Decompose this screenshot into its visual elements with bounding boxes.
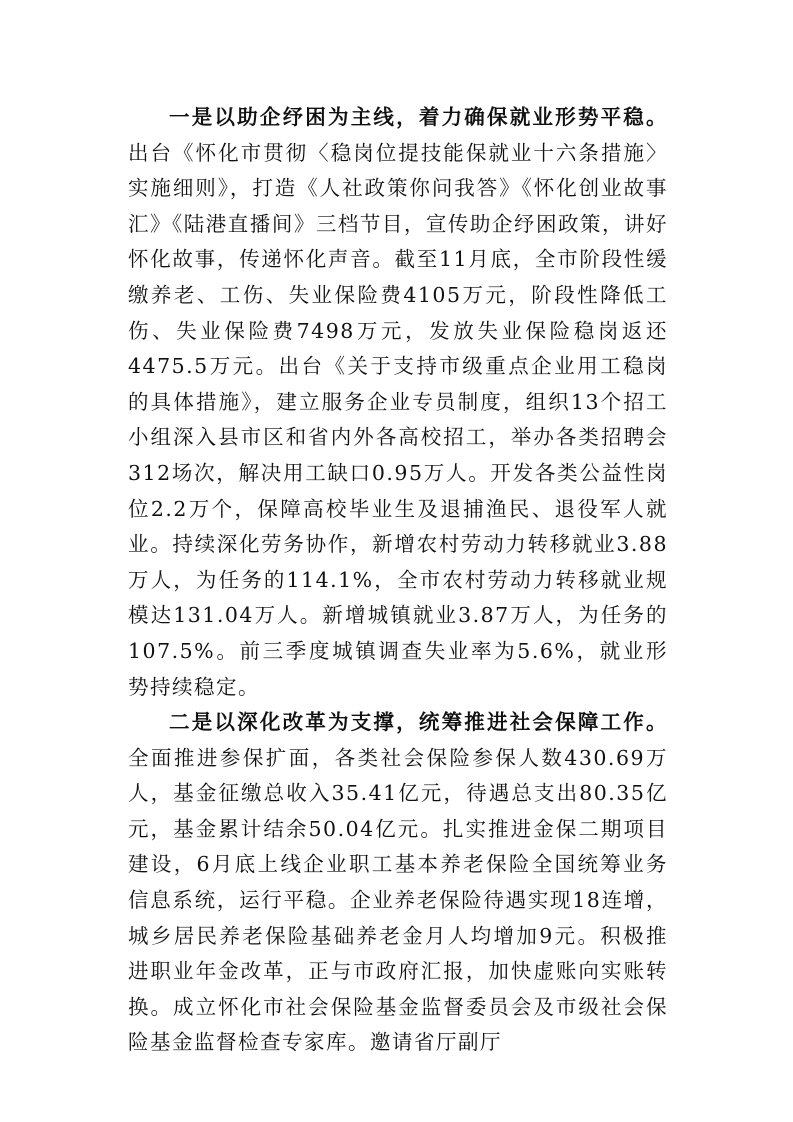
paragraph-employment [128, 100, 668, 705]
document-page [128, 100, 668, 1061]
paragraph-lead: 二是以深化改革为支撑，统筹推进社会保障工作。 [169, 710, 668, 735]
paragraph-body: 全面推进参保扩面，各类社会保险参保人数430.69万人，基金征缴总收入35.41亿元，待遇总支出80.35亿元，基金累计结余50.04亿元。扎实推进金保二期项目建设，6月底上线企业职工基本养老保险全国统筹业务信息系统，运行平稳。企业养老保险待遇实现18连增，城乡居民养老保险基础养老金月人均增加9元。积极推进职业年金改革，正与市政府汇报，加快虚账向实账转换。成立怀化市社会保险基金监督委员会及市级社会保险基金监督检查专家库。邀请省厅副厅 [128, 745, 668, 1055]
paragraph-body: 出台《怀化市贯彻〈稳岗位提技能保就业十六条措施〉实施细则》，打造《人社政策你问我答》《怀化创业故事汇》《陆港直播间》三档节目，宣传助企纾困政策，讲好怀化故事，传递怀化声音。截至11月底，全市阶段性缓缴养老、工伤、失业保险费4105万元，阶段性降低工伤、失业保险费7498万元，发放失业保险稳岗返还4475.5万元。出台《关于支持市级重点企业用工稳岗的具体措施》，建立服务企业专员制度，组织13个招工小组深入县市区和省内外各高校招工，举办各类招聘会312场次，解决用工缺口0.95万人。开发各类公益性岗位2.2万个，保障高校毕业生及退捕渔民、退役军人就业。持续深化劳务协作，新增农村劳动力转移就业3.88万人，为任务的114.1%，全市农村劳动力转移就业规模达131.04万人。新增城镇就业3.87万人，为任务的107.5%。前三季度城镇调查失业率为5.6%，就业形势持续稳定。 [128, 140, 668, 699]
paragraph-social-security [128, 705, 668, 1061]
paragraph-lead: 一是以助企纾困为主线，着力确保就业形势平稳。 [169, 105, 668, 129]
